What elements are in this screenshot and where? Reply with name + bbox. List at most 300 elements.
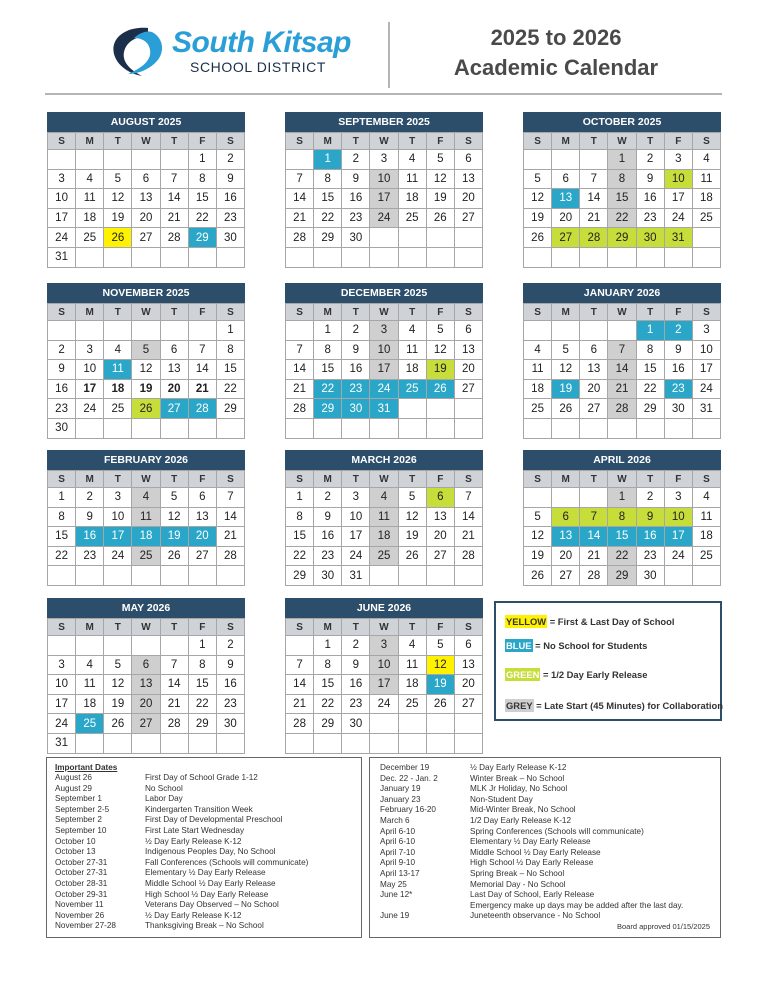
weekday-label: S [286, 304, 314, 321]
day-cell [398, 247, 426, 267]
important-date: March 6 [380, 816, 410, 825]
day-cell: 14 [286, 360, 314, 380]
weekday-label: T [104, 471, 132, 488]
day-cell [188, 418, 216, 438]
important-date: June 19 [380, 911, 410, 921]
important-date: June 12* [380, 890, 413, 900]
day-cell [454, 418, 482, 438]
day-cell: 20 [454, 675, 482, 695]
important-dates-left [46, 757, 362, 938]
weekday-header-row [286, 619, 483, 636]
day-cell: 26 [524, 228, 552, 248]
day-cell: 31 [342, 566, 370, 586]
day-cell: 18 [398, 189, 426, 209]
day-cell: 4 [524, 340, 552, 360]
weekday-label: W [132, 304, 160, 321]
weekday-label: S [216, 304, 244, 321]
day-cell [286, 247, 314, 267]
day-cell: 28 [608, 399, 636, 419]
day-cell: 5 [426, 636, 454, 656]
weekday-label: F [188, 471, 216, 488]
day-cell: 6 [580, 340, 608, 360]
day-cell: 13 [580, 360, 608, 380]
day-cell [132, 247, 160, 267]
day-cell: 8 [286, 507, 314, 527]
day-cell: 5 [104, 169, 132, 189]
day-cell: 13 [552, 189, 580, 209]
important-date: October 27-31 [55, 868, 108, 878]
week-row [48, 340, 245, 360]
important-date-event: Juneteenth observance - No School [470, 911, 601, 921]
week-row [48, 321, 245, 341]
day-cell [132, 150, 160, 170]
day-cell: 24 [664, 546, 692, 566]
week-row [286, 399, 483, 419]
day-cell [580, 418, 608, 438]
day-cell [132, 321, 160, 341]
day-cell: 18 [370, 527, 398, 547]
month-table [47, 618, 245, 754]
day-cell: 29 [636, 399, 664, 419]
day-cell: 5 [552, 340, 580, 360]
week-row [524, 228, 721, 248]
day-cell: 30 [636, 566, 664, 586]
day-cell: 19 [160, 527, 188, 547]
day-cell [524, 150, 552, 170]
month-table [285, 470, 483, 586]
week-row [524, 507, 721, 527]
day-cell [160, 247, 188, 267]
day-cell: 8 [636, 340, 664, 360]
day-cell: 15 [48, 527, 76, 547]
day-cell [104, 418, 132, 438]
important-date-event: High School ½ Day Early Release [470, 858, 594, 868]
day-cell: 4 [398, 321, 426, 341]
weekday-label: F [426, 304, 454, 321]
important-date: December 19 [380, 763, 430, 772]
week-row [286, 675, 483, 695]
important-date-event: ½ Day Early Release K-12 [145, 910, 242, 920]
day-cell [76, 636, 104, 656]
day-cell: 13 [160, 360, 188, 380]
month-title: JANUARY 2026 [523, 283, 721, 303]
logo-name: South Kitsap [172, 26, 351, 59]
day-cell [608, 418, 636, 438]
week-row [48, 247, 245, 267]
day-cell [76, 321, 104, 341]
day-cell [636, 247, 664, 267]
day-cell: 12 [426, 340, 454, 360]
day-cell [580, 247, 608, 267]
legend-key-grey: GREY [506, 700, 533, 711]
weekday-label: S [524, 133, 552, 150]
day-cell: 29 [314, 714, 342, 734]
day-cell: 7 [160, 655, 188, 675]
month-calendar [523, 112, 721, 268]
day-cell [370, 228, 398, 248]
day-cell: 8 [216, 340, 244, 360]
week-row [524, 208, 721, 228]
day-cell: 5 [426, 321, 454, 341]
day-cell: 1 [48, 488, 76, 508]
important-date: January 19 [380, 784, 421, 794]
day-cell: 31 [48, 247, 76, 267]
weekday-label: S [692, 133, 720, 150]
day-cell: 15 [314, 189, 342, 209]
day-cell: 22 [286, 546, 314, 566]
day-cell: 16 [342, 360, 370, 380]
day-cell: 9 [216, 655, 244, 675]
day-cell: 3 [370, 636, 398, 656]
day-cell: 3 [664, 488, 692, 508]
day-cell: 8 [188, 655, 216, 675]
weekday-label: S [524, 471, 552, 488]
day-cell: 21 [188, 379, 216, 399]
day-cell [608, 247, 636, 267]
day-cell: 2 [314, 488, 342, 508]
day-cell [216, 418, 244, 438]
day-cell [76, 150, 104, 170]
day-cell: 6 [454, 150, 482, 170]
day-cell: 7 [608, 340, 636, 360]
important-date-event: ½ Day Early Release K-12 [470, 763, 567, 772]
month-title: DECEMBER 2025 [285, 283, 483, 303]
weekday-label: S [286, 619, 314, 636]
month-table [523, 303, 721, 439]
day-cell: 22 [216, 379, 244, 399]
day-cell: 6 [160, 340, 188, 360]
day-cell [48, 636, 76, 656]
day-cell [552, 418, 580, 438]
weekday-label: T [580, 304, 608, 321]
month-title: FEBRUARY 2026 [47, 450, 245, 470]
day-cell: 20 [132, 208, 160, 228]
day-cell [160, 150, 188, 170]
day-cell: 19 [426, 675, 454, 695]
day-cell: 1 [188, 150, 216, 170]
month-table [47, 303, 245, 439]
day-cell: 29 [286, 566, 314, 586]
important-date: August 29 [55, 783, 92, 793]
day-cell: 11 [76, 675, 104, 695]
weekday-label: T [160, 471, 188, 488]
day-cell [454, 733, 482, 753]
day-cell: 24 [692, 379, 720, 399]
day-cell [426, 566, 454, 586]
week-row [286, 527, 483, 547]
week-row [286, 321, 483, 341]
important-date-event: Winter Break – No School [470, 773, 565, 783]
day-cell: 16 [636, 189, 664, 209]
weekday-label: S [692, 304, 720, 321]
day-cell [552, 321, 580, 341]
month-calendar [523, 450, 721, 586]
day-cell: 18 [398, 360, 426, 380]
week-row [524, 321, 721, 341]
day-cell [580, 150, 608, 170]
weekday-label: T [104, 133, 132, 150]
day-cell: 24 [48, 714, 76, 734]
day-cell: 9 [342, 340, 370, 360]
day-cell [160, 733, 188, 753]
day-cell: 2 [636, 150, 664, 170]
legend-text-blue: = No School for Students [532, 640, 648, 651]
day-cell: 28 [580, 228, 608, 248]
day-cell [160, 418, 188, 438]
week-row [48, 675, 245, 695]
month-title: APRIL 2026 [523, 450, 721, 470]
weekday-label: S [454, 619, 482, 636]
day-cell: 10 [692, 340, 720, 360]
day-cell: 17 [342, 527, 370, 547]
weekday-label: T [398, 133, 426, 150]
day-cell: 14 [188, 360, 216, 380]
day-cell: 28 [216, 546, 244, 566]
day-cell: 31 [370, 399, 398, 419]
day-cell [104, 733, 132, 753]
day-cell: 7 [580, 169, 608, 189]
month-table [523, 470, 721, 586]
day-cell: 1 [636, 321, 664, 341]
day-cell: 30 [314, 566, 342, 586]
day-cell: 4 [132, 488, 160, 508]
day-cell [286, 733, 314, 753]
day-cell: 3 [664, 150, 692, 170]
day-cell: 19 [426, 189, 454, 209]
day-cell [398, 733, 426, 753]
day-cell: 28 [580, 566, 608, 586]
day-cell: 29 [216, 399, 244, 419]
weekday-label: T [398, 619, 426, 636]
day-cell: 2 [342, 636, 370, 656]
day-cell: 7 [286, 340, 314, 360]
weekday-label: S [48, 471, 76, 488]
day-cell: 6 [454, 636, 482, 656]
day-cell: 16 [314, 527, 342, 547]
week-row [524, 546, 721, 566]
day-cell: 20 [426, 527, 454, 547]
day-cell: 21 [216, 527, 244, 547]
day-cell: 15 [314, 675, 342, 695]
day-cell [286, 321, 314, 341]
weekday-label: M [76, 133, 104, 150]
important-date: May 25 [380, 879, 407, 889]
day-cell [286, 636, 314, 656]
week-row [286, 733, 483, 753]
important-date-event: Labor Day [145, 794, 183, 804]
day-cell: 28 [286, 228, 314, 248]
weekday-label: T [104, 304, 132, 321]
weekday-header-row [286, 133, 483, 150]
day-cell: 31 [664, 228, 692, 248]
day-cell: 1 [314, 150, 342, 170]
day-cell [664, 247, 692, 267]
day-cell [426, 228, 454, 248]
day-cell [216, 566, 244, 586]
day-cell [160, 566, 188, 586]
day-cell: 16 [342, 675, 370, 695]
month-table [285, 132, 483, 268]
day-cell: 25 [132, 546, 160, 566]
logo-subtitle: SCHOOL DISTRICT [190, 59, 327, 75]
day-cell: 19 [104, 208, 132, 228]
day-cell: 27 [188, 546, 216, 566]
day-cell: 29 [314, 399, 342, 419]
day-cell [48, 150, 76, 170]
day-cell: 26 [160, 546, 188, 566]
weekday-label: S [216, 619, 244, 636]
day-cell: 14 [608, 360, 636, 380]
day-cell [692, 566, 720, 586]
week-row [286, 546, 483, 566]
day-cell: 2 [48, 340, 76, 360]
page-title-years: 2025 to 2026 [490, 25, 622, 50]
day-cell [370, 418, 398, 438]
weekday-label: S [454, 133, 482, 150]
day-cell: 2 [216, 150, 244, 170]
color-legend [494, 601, 722, 721]
day-cell: 20 [580, 379, 608, 399]
week-row [524, 189, 721, 209]
month-calendar [285, 598, 483, 754]
week-row [524, 566, 721, 586]
weekday-label: M [314, 619, 342, 636]
day-cell: 15 [216, 360, 244, 380]
day-cell: 4 [104, 340, 132, 360]
weekday-label: T [342, 133, 370, 150]
day-cell [216, 247, 244, 267]
day-cell [454, 247, 482, 267]
day-cell [524, 247, 552, 267]
day-cell [454, 714, 482, 734]
day-cell [426, 733, 454, 753]
week-row [48, 655, 245, 675]
important-date: November 27-28 [55, 921, 116, 931]
day-cell: 25 [104, 399, 132, 419]
week-row [48, 636, 245, 656]
important-date: Dec. 22 - Jan. 2 [380, 773, 438, 783]
weekday-label: T [636, 133, 664, 150]
weekday-header-row [48, 133, 245, 150]
day-cell [398, 228, 426, 248]
important-date-event: No School [145, 783, 183, 793]
day-cell: 27 [132, 714, 160, 734]
day-cell [692, 228, 720, 248]
day-cell: 12 [426, 655, 454, 675]
important-date: April 9-10 [380, 858, 416, 868]
day-cell: 26 [426, 379, 454, 399]
important-date-event: Spring Conferences (Schools will communicate) [470, 826, 644, 836]
day-cell: 19 [524, 546, 552, 566]
day-cell: 11 [398, 655, 426, 675]
important-date: October 29-31 [55, 889, 108, 899]
day-cell: 19 [104, 694, 132, 714]
day-cell: 10 [664, 507, 692, 527]
weekday-label: W [370, 304, 398, 321]
day-cell: 9 [342, 169, 370, 189]
weekday-label: M [552, 133, 580, 150]
day-cell: 25 [692, 546, 720, 566]
day-cell [342, 418, 370, 438]
day-cell: 27 [454, 379, 482, 399]
day-cell: 10 [664, 169, 692, 189]
week-row [286, 189, 483, 209]
day-cell [104, 636, 132, 656]
month-table [47, 132, 245, 268]
day-cell: 22 [636, 379, 664, 399]
day-cell: 2 [76, 488, 104, 508]
day-cell: 14 [580, 527, 608, 547]
weekday-label: F [664, 304, 692, 321]
weekday-label: T [160, 304, 188, 321]
day-cell: 25 [76, 228, 104, 248]
weekday-label: T [160, 133, 188, 150]
day-cell: 28 [160, 228, 188, 248]
day-cell [76, 566, 104, 586]
day-cell: 10 [48, 189, 76, 209]
day-cell: 10 [370, 169, 398, 189]
day-cell: 30 [342, 228, 370, 248]
day-cell: 28 [188, 399, 216, 419]
important-date-event: Elementary ½ Day Early Release [145, 868, 266, 878]
day-cell: 17 [370, 675, 398, 695]
day-cell: 21 [454, 527, 482, 547]
month-table [285, 618, 483, 754]
weekday-label: F [188, 619, 216, 636]
day-cell: 14 [160, 675, 188, 695]
day-cell: 2 [216, 636, 244, 656]
day-cell: 16 [636, 527, 664, 547]
day-cell: 26 [104, 228, 132, 248]
day-cell [398, 399, 426, 419]
weekday-header-row [48, 471, 245, 488]
day-cell [552, 488, 580, 508]
day-cell [426, 247, 454, 267]
day-cell: 30 [664, 399, 692, 419]
day-cell: 26 [132, 399, 160, 419]
important-date-event: Mid-Winter Break, No School [470, 805, 576, 815]
weekday-label: F [188, 304, 216, 321]
weekday-label: M [76, 304, 104, 321]
week-row [286, 379, 483, 399]
day-cell: 20 [160, 379, 188, 399]
day-cell [580, 321, 608, 341]
day-cell: 21 [608, 379, 636, 399]
day-cell [636, 418, 664, 438]
day-cell: 21 [160, 208, 188, 228]
day-cell: 18 [76, 208, 104, 228]
day-cell: 24 [48, 228, 76, 248]
month-title: MARCH 2026 [285, 450, 483, 470]
important-date-event: Veterans Day Observed – No School [145, 900, 279, 910]
day-cell: 4 [692, 150, 720, 170]
day-cell: 29 [608, 228, 636, 248]
day-cell: 9 [636, 169, 664, 189]
weekday-header-row [286, 471, 483, 488]
day-cell [188, 247, 216, 267]
weekday-label: W [608, 304, 636, 321]
month-calendar [285, 450, 483, 586]
weekday-label: W [132, 619, 160, 636]
important-date: April 6-10 [380, 837, 416, 847]
day-cell: 18 [398, 675, 426, 695]
day-cell: 14 [286, 675, 314, 695]
day-cell: 15 [314, 360, 342, 380]
important-date: August 26 [55, 773, 92, 782]
week-row [286, 340, 483, 360]
important-date: February 16-20 [380, 805, 436, 815]
day-cell: 12 [552, 360, 580, 380]
